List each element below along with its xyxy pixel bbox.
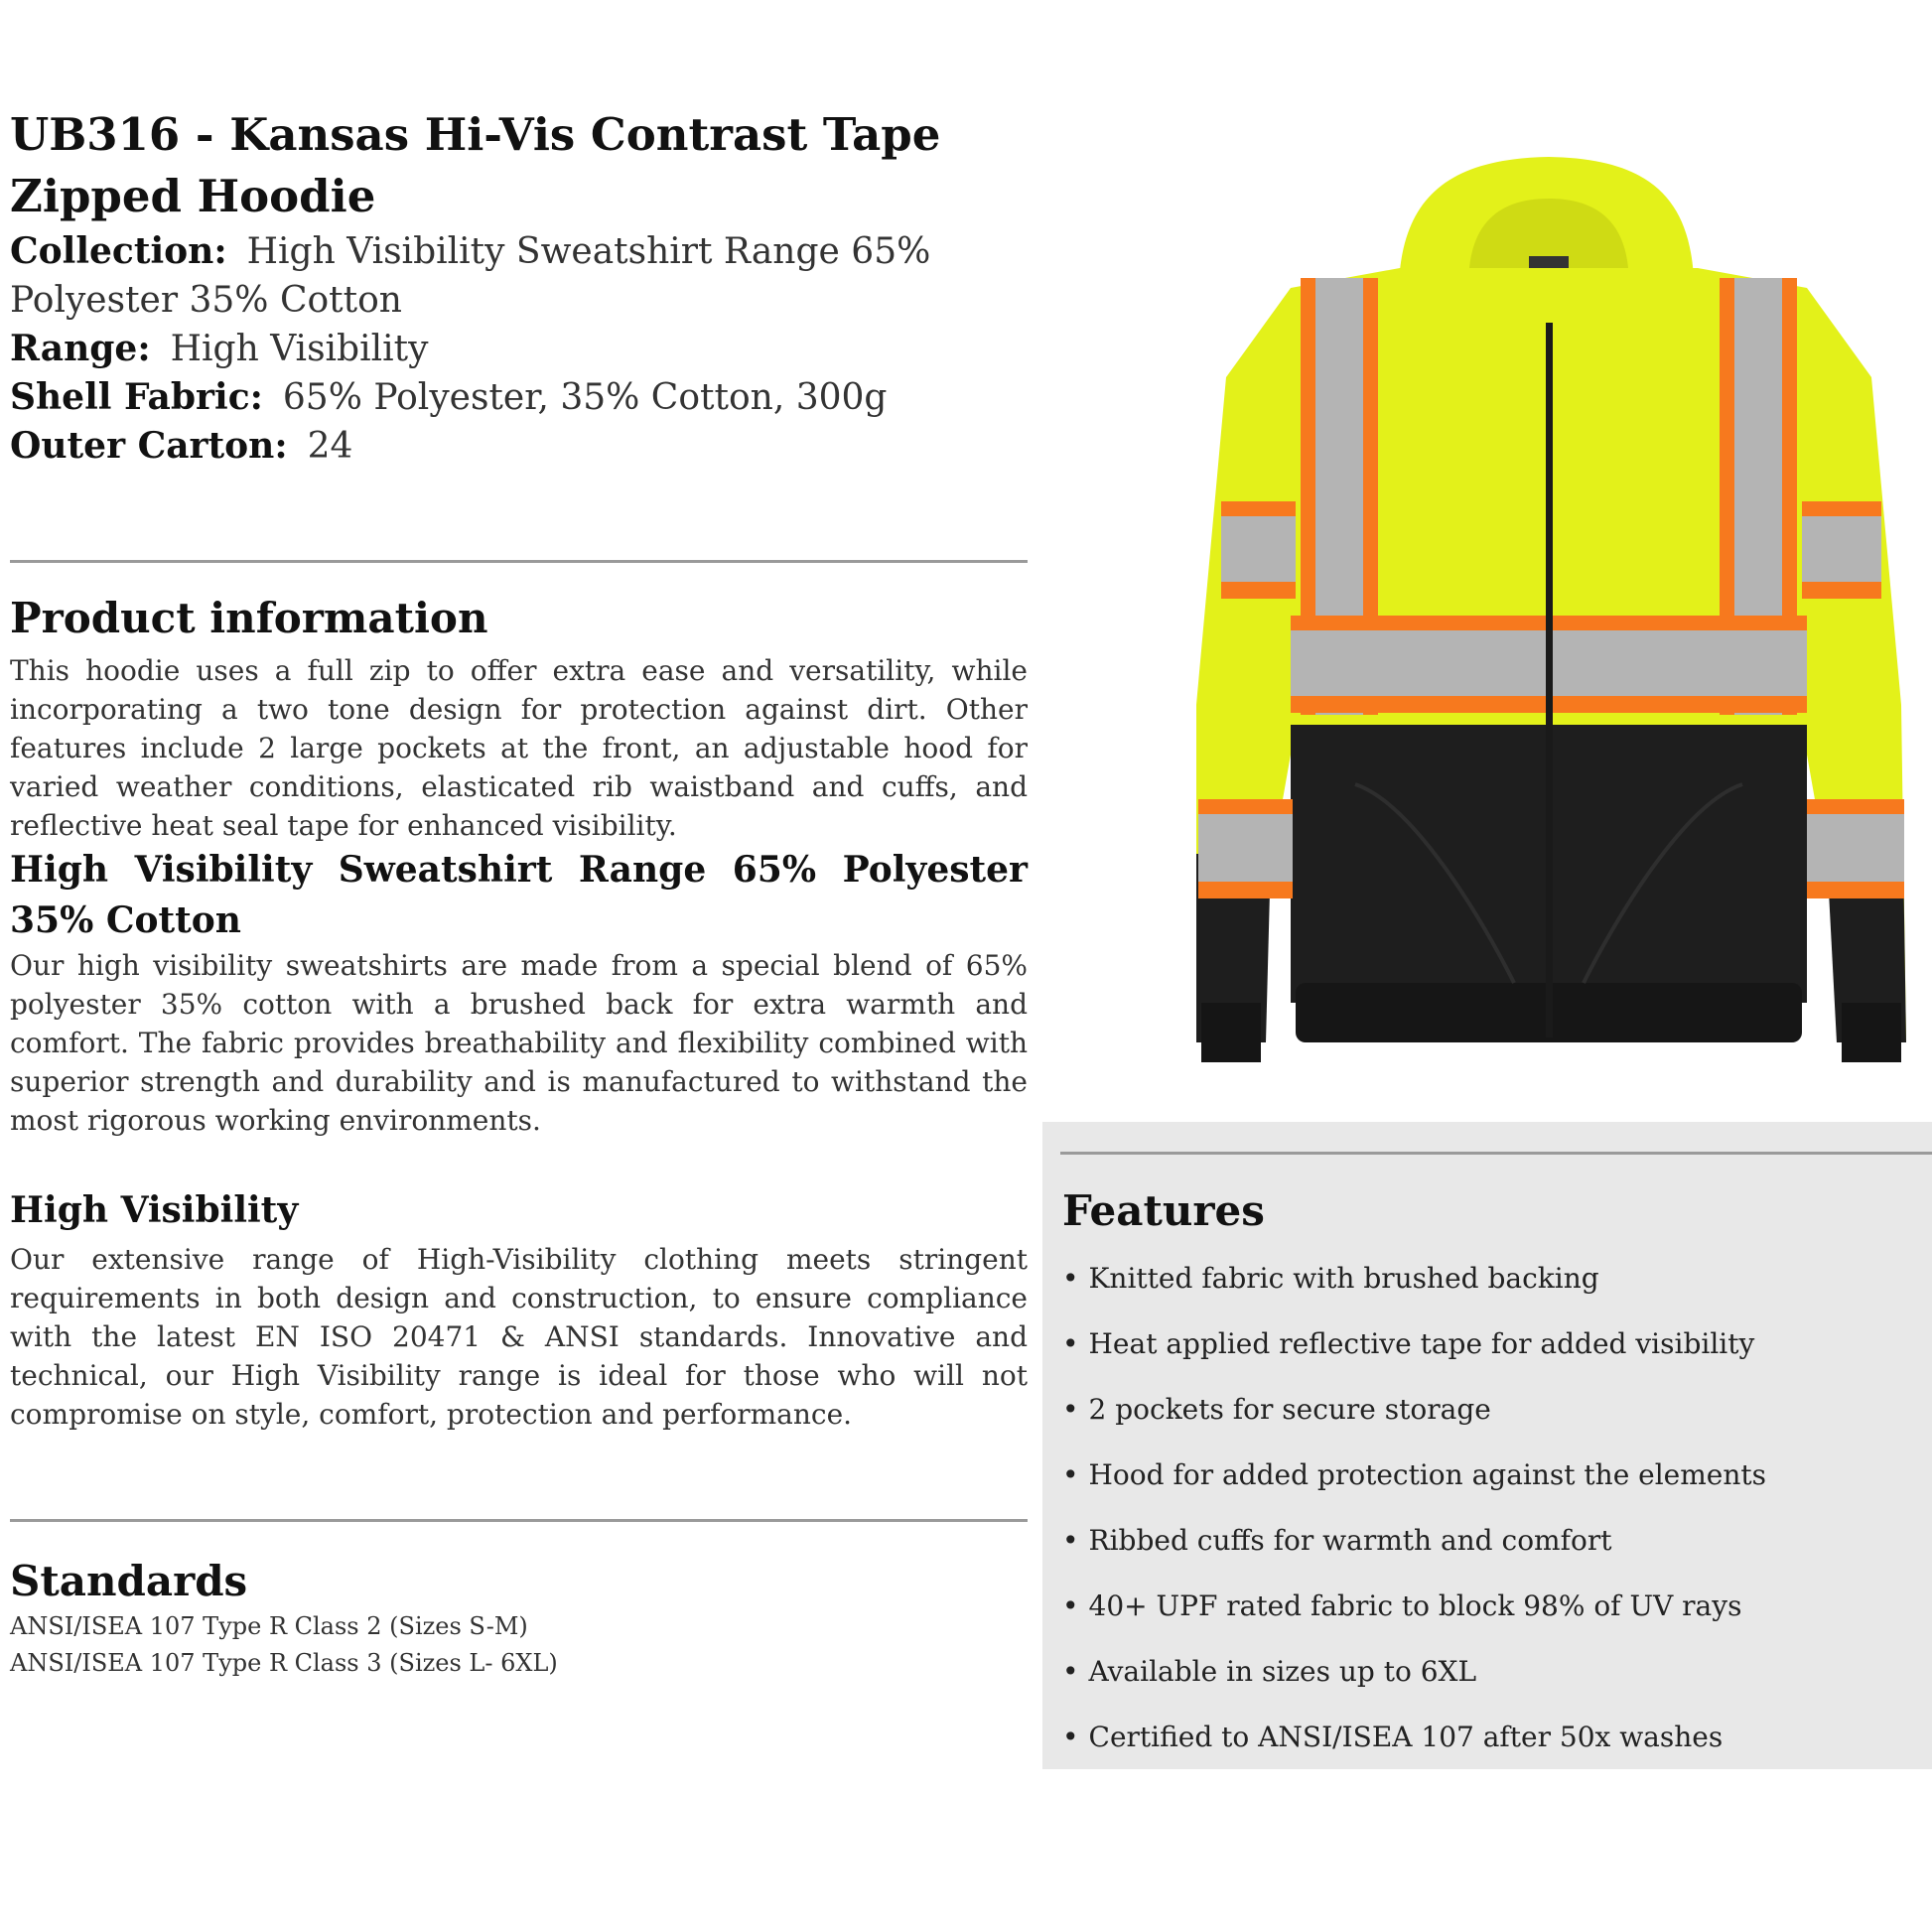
product-details (10, 104, 1028, 471)
feature-item (1062, 1261, 1766, 1326)
feature-item (1062, 1457, 1766, 1523)
divider (10, 1519, 1028, 1522)
bullet: • (1062, 1393, 1079, 1426)
feature-item (1062, 1720, 1766, 1785)
collection-heading: High Visibility Sweatshirt Range 65% Polyester 35% Cotton (10, 849, 1028, 941)
spec-label: Range: (10, 328, 151, 369)
spec-value: 65% Polyester, 35% Cotton, 300g (282, 377, 888, 418)
spec-collection (10, 227, 1028, 325)
feature-item (1062, 1654, 1766, 1720)
standards-list (10, 1608, 558, 1682)
spec-label: Shell Fabric: (10, 376, 263, 418)
feature-item (1062, 1326, 1766, 1392)
high-visibility-text: Our extensive range of High-Visibility clothing meets stringent requirements in both design and construction, to ensure compliance with the latest EN ISO 20471 & ANSI standards. Innovative and technical, our High Visibility range is ideal for those who will not compromise on style, comfort, protection and performance. (10, 1243, 1028, 1431)
spec-value: High Visibility (170, 329, 429, 369)
spec-value: High Visibility Sweatshirt Range 65% Polyester 35% Cotton (10, 231, 931, 321)
divider (1060, 1152, 1932, 1155)
spec-shell-fabric (10, 373, 1028, 422)
standards-heading: Standards (10, 1557, 248, 1605)
features-list (1062, 1261, 1766, 1785)
standard-item: ANSI/ISEA 107 Type R Class 2 (Sizes S-M) (10, 1612, 528, 1640)
features-panel (1042, 1122, 1932, 1769)
bullet: • (1062, 1589, 1079, 1622)
spec-label: Outer Carton: (10, 425, 288, 467)
divider (10, 560, 1028, 563)
high-visibility-heading: High Visibility (10, 1189, 299, 1231)
product-title: UB316 - Kansas Hi-Vis Contrast Tape Zipped Hoodie (10, 108, 941, 222)
bullet: • (1062, 1721, 1079, 1753)
bullet: • (1062, 1655, 1079, 1688)
feature-text: Hood for added protection against the elements (1088, 1458, 1767, 1491)
spec-outer-carton (10, 422, 1028, 471)
spec-value: 24 (307, 426, 353, 467)
feature-text: 40+ UPF rated fabric to block 98% of UV rays (1088, 1589, 1742, 1622)
feature-item (1062, 1392, 1766, 1457)
feature-text: Knitted fabric with brushed backing (1088, 1262, 1599, 1295)
product-information-text: This hoodie uses a full zip to offer extra ease and versatility, while incorporating a two tone design for protection against dirt. Other features include 2 large pockets at the front, an adjustable hood for varied weather conditions, elasticated rib waistband and cuffs, and reflective heat seal tape for enhanced visibility. (10, 654, 1028, 842)
product-information-heading: Product information (10, 594, 488, 642)
bullet: • (1062, 1524, 1079, 1557)
spec-label: Collection: (10, 230, 227, 272)
feature-text: Ribbed cuffs for warmth and comfort (1088, 1524, 1612, 1557)
feature-text: 2 pockets for secure storage (1088, 1393, 1491, 1426)
bullet: • (1062, 1262, 1079, 1295)
bullet: • (1062, 1327, 1079, 1360)
feature-item (1062, 1588, 1766, 1654)
feature-text: Heat applied reflective tape for added visibility (1088, 1327, 1755, 1360)
product-information-section (10, 651, 1028, 1140)
feature-text: Available in sizes up to 6XL (1088, 1655, 1477, 1688)
collection-text: Our high visibility sweatshirts are made from a special blend of 65% polyester 35% cotton with a brushed back for extra warmth and comfort. The fabric provides breathability and flexibility combined with superior strength and durability and is manufactured to withstand the most rigorous working environments. (10, 949, 1028, 1137)
spec-range (10, 325, 1028, 373)
bullet: • (1062, 1458, 1079, 1491)
feature-item (1062, 1523, 1766, 1588)
hoodie-product-image (1186, 149, 1911, 1072)
feature-text: Certified to ANSI/ISEA 107 after 50x washes (1088, 1721, 1724, 1753)
standard-item: ANSI/ISEA 107 Type R Class 3 (Sizes L- 6XL) (10, 1649, 558, 1677)
features-heading: Features (1062, 1186, 1265, 1235)
